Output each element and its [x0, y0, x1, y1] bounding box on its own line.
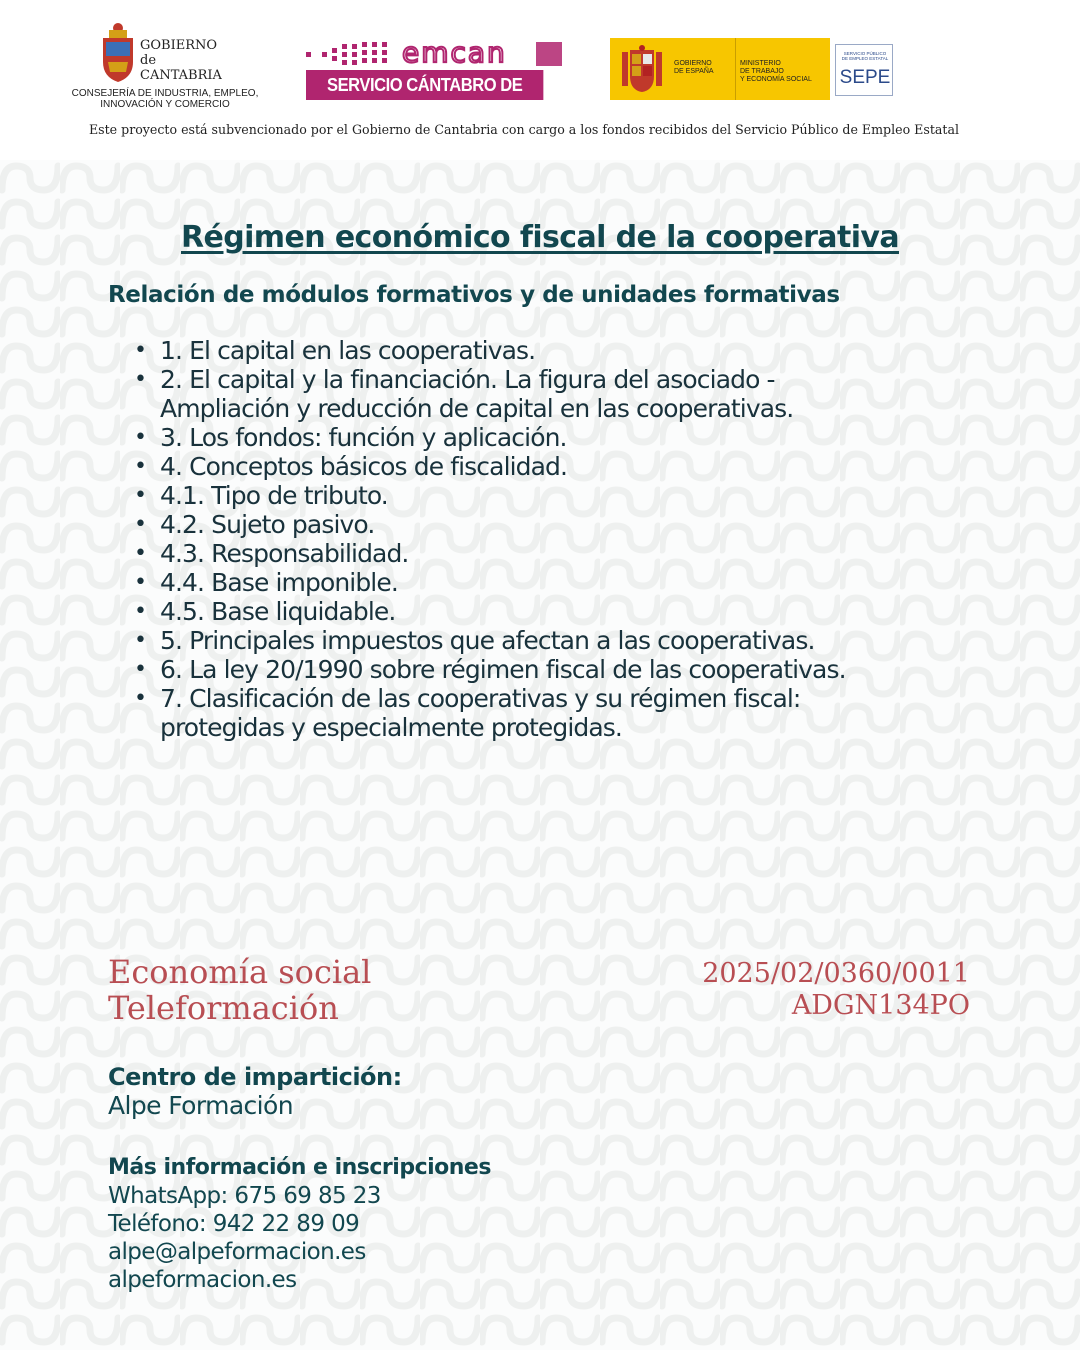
bullet-icon: • [134, 657, 147, 682]
gobierno-espana-logo [610, 38, 830, 100]
contact-section [108, 1154, 491, 1294]
spain-coat-of-arms-icon [620, 44, 664, 94]
module-text: 4.4. Base imponible. [160, 568, 398, 597]
gobierno-cantabria-logo [70, 22, 260, 112]
bullet-icon: • [134, 512, 147, 537]
cantabria-consejeria [70, 88, 260, 110]
gob-esp-line2: DE ESPAÑA [674, 68, 714, 75]
bullet-icon: • [134, 686, 147, 711]
bullet-icon: • [134, 454, 147, 479]
emcan-logo [306, 36, 564, 125]
module-item [134, 423, 1040, 452]
course-info-right [702, 958, 970, 1022]
module-text: 6. La ley 20/1990 sobre régimen fiscal de las cooperativas. [160, 655, 846, 684]
bullet-icon: • [134, 541, 147, 566]
bullet-icon: • [134, 483, 147, 508]
course-ref: ADGN134PO [791, 990, 970, 1021]
course-code: 2025/02/0360/0011 [702, 958, 970, 989]
gob-esp-line1: GOBIERNO [674, 60, 712, 67]
bullet-icon: • [134, 338, 147, 363]
cantabria-shield-icon [100, 22, 136, 84]
module-text: 4.2. Sujeto pasivo. [160, 510, 375, 539]
header [0, 0, 1080, 150]
ministerio-text [740, 60, 812, 84]
module-text: 3. Los fondos: función y aplicación. [160, 423, 567, 452]
whatsapp-text: WhatsApp: 675 69 85 23 [108, 1183, 381, 1209]
module-item [134, 510, 1040, 539]
centro-value: Alpe Formación [108, 1091, 293, 1120]
course-area: Economía social [108, 953, 372, 991]
modules-subtitle: Relación de módulos formativos y de unidades formativas [108, 282, 840, 308]
module-text: Ampliación y reducción de capital en las cooperativas. [160, 394, 794, 423]
bullet-icon: • [134, 425, 147, 450]
module-item [134, 452, 1040, 481]
modules-list [134, 336, 1040, 742]
module-text: 7. Clasificación de las cooperativas y su régimen fiscal: [160, 684, 801, 713]
module-item [134, 481, 1040, 510]
info-label: Más información e inscripciones [108, 1155, 491, 1180]
sepe-small2: DE EMPLEO ESTATAL [841, 56, 889, 61]
module-item [134, 655, 1040, 684]
emcan-word: emcan [402, 36, 507, 69]
cantabria-line2: de [140, 53, 157, 68]
course-mode: Teleformación [108, 989, 339, 1027]
cantabria-sub1: CONSEJERÍA DE INDUSTRIA, EMPLEO, [71, 88, 259, 99]
funding-note: Este proyecto está subvencionado por el Gobierno de Cantabria con cargo a los fondos recibidos del Servicio Público de Empleo Estatal [88, 122, 960, 137]
cantabria-sub2: INNOVACIÓN Y COMERCIO [100, 99, 230, 110]
module-text: 5. Principales impuestos que afectan a las cooperativas. [160, 626, 815, 655]
module-text: 4. Conceptos básicos de fiscalidad. [160, 452, 568, 481]
module-text: 1. El capital en las cooperativas. [160, 336, 536, 365]
sepe-small-text [839, 51, 891, 61]
email-link[interactable]: alpe@alpeformacion.es [108, 1239, 366, 1265]
module-item [134, 597, 1040, 626]
bullet-icon: • [134, 628, 147, 653]
module-item [134, 684, 1040, 742]
page-title: Régimen económico fiscal de la cooperativa [181, 220, 899, 255]
module-text: 4.1. Tipo de tributo. [160, 481, 388, 510]
module-item [134, 365, 1040, 423]
bullet-icon: • [134, 367, 147, 392]
sepe-wordmark: SEPE [839, 67, 891, 88]
sepe-small1: SERVICIO PÚBLICO [843, 51, 887, 56]
module-text: 4.3. Responsabilidad. [160, 539, 409, 568]
course-info-left [108, 954, 371, 1026]
emcan-servicio-bar: SERVICIO CÁNTABRO DE EMPLEO [306, 70, 543, 100]
module-text: protegidas y especialmente protegidas. [160, 713, 622, 742]
module-item [134, 539, 1040, 568]
gob-esp-divider [735, 38, 736, 100]
bullet-icon: • [134, 599, 147, 624]
cantabria-line3: CANTABRIA [140, 68, 222, 83]
module-text: 2. El capital y la financiación. La figura del asociado - [160, 365, 775, 394]
ministerio-line1: MINISTERIO [740, 60, 781, 67]
module-item [134, 626, 1040, 655]
centro-section [108, 1062, 402, 1120]
cantabria-name [140, 38, 222, 83]
ministerio-line2: DE TRABAJO [740, 68, 784, 75]
module-item [134, 336, 1040, 365]
module-text: 4.5. Base liquidable. [160, 597, 396, 626]
sepe-logo [835, 44, 893, 96]
cantabria-line1: GOBIERNO [140, 38, 218, 53]
gobierno-espana-text [674, 60, 714, 76]
web-link[interactable]: alpeformacion.es [108, 1267, 297, 1293]
module-item [134, 568, 1040, 597]
telefono-text: Teléfono: 942 22 89 09 [108, 1211, 360, 1237]
centro-label: Centro de impartición: [108, 1063, 402, 1091]
ministerio-line3: Y ECONOMÍA SOCIAL [740, 76, 812, 83]
bullet-icon: • [134, 570, 147, 595]
